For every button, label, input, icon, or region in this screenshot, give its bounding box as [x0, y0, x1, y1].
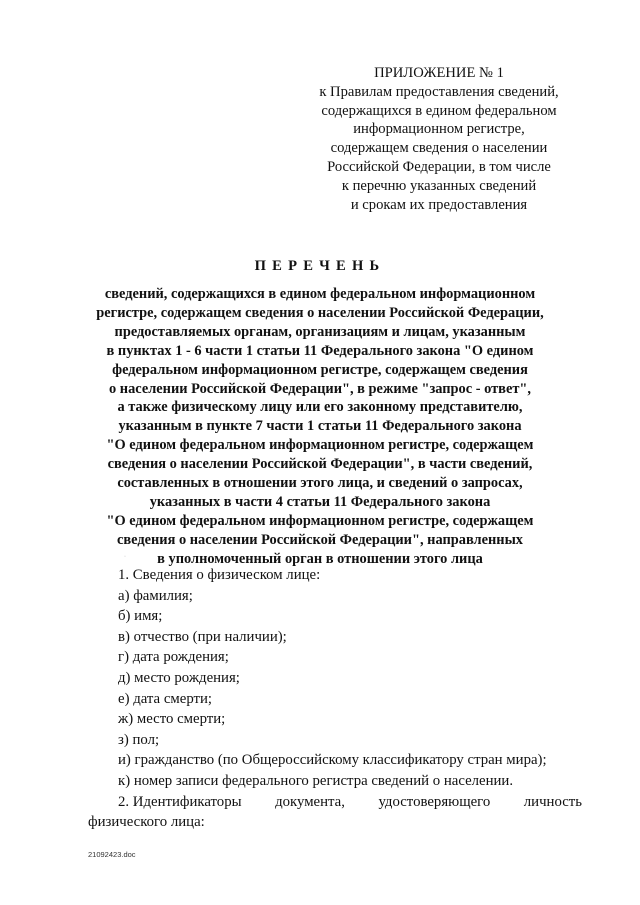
subtitle-line: предоставляемых органам, организациям и лицам, указанным [114, 323, 526, 340]
list-item: б) имя; [118, 608, 163, 625]
subtitle-line: указанных в части 4 статьи 11 Федерального закона [149, 493, 491, 510]
footer-file-name: 21092423.doc [88, 850, 136, 859]
list-item: и) гражданство (по Общероссийскому классификатору стран мира); [118, 752, 547, 769]
appendix-line: к Правилам предоставления сведений, [319, 83, 559, 100]
subtitle-line: в уполномоченный орган в отношении этого лица [157, 550, 483, 567]
list-item: з) пол; [118, 731, 160, 748]
appendix-line: содержащем сведения о населении [330, 140, 548, 157]
section-2-word: личность [523, 793, 582, 810]
appendix-line: содержащихся в едином федеральном [321, 102, 557, 119]
list-item: к) номер записи федерального регистра сведений о населении. [118, 772, 514, 789]
document-title: ПЕРЕЧЕНЬ [254, 258, 386, 274]
subtitle-line: "О едином федеральном информационном регистре, содержащем [106, 512, 534, 529]
list-item: а) фамилия; [118, 587, 193, 604]
appendix-line: к перечню указанных сведений [341, 177, 537, 194]
appendix-line: Российской Федерации, в том числе [327, 158, 551, 175]
section-1-heading: 1. Сведения о физическом лице: [118, 567, 321, 583]
document-body [88, 565, 582, 833]
subtitle-line: составленных в отношении этого лица, и сведений о запросах, [117, 475, 523, 492]
subtitle-line: а также физическому лицу или его законному представителю, [117, 399, 523, 416]
subtitle-line: сведения о населении Российской Федерации", в части сведений, [107, 456, 533, 473]
section-2-word: 2. Идентификаторы [118, 793, 242, 810]
list-item: г) дата рождения; [118, 649, 229, 666]
subtitle-line: федеральном информационном регистре, содержащем сведения [112, 361, 528, 378]
list-item: ж) место смерти; [118, 711, 226, 728]
scan-dot: · [124, 554, 126, 560]
section-2-continuation: физического лица: [88, 814, 205, 831]
list-item: е) дата смерти; [118, 690, 213, 707]
section-2-word: документа, [275, 793, 345, 810]
subtitle-line: "О едином федеральном информационном регистре, содержащем [106, 437, 534, 454]
appendix-line: информационном регистре, [353, 121, 525, 138]
list-item: в) отчество (при наличии); [118, 628, 287, 645]
appendix-line: и срокам их предоставления [350, 196, 528, 213]
subtitle-line: в пунктах 1 - 6 части 1 статьи 11 Федерального закона "О едином [106, 342, 534, 359]
section-2-word: удостоверяющего [378, 793, 491, 810]
subtitle-line: о населении Российской Федерации", в режиме "запрос - ответ", [108, 380, 531, 397]
subtitle-line: регистре, содержащем сведения о населении Российской Федерации, [96, 304, 544, 321]
document-subtitle [40, 285, 600, 569]
subtitle-line: указанным в пункте 7 части 1 статьи 11 Федерального закона [118, 418, 522, 435]
subtitle-line: сведения о населении Российской Федерации", направленных [116, 531, 524, 548]
subtitle-line: сведений, содержащихся в едином федеральном информационном [104, 286, 536, 302]
list-item: д) место рождения; [118, 669, 240, 686]
appendix-header [298, 64, 580, 214]
section-2-heading [88, 792, 582, 813]
appendix-title: ПРИЛОЖЕНИЕ № 1 [374, 65, 504, 81]
